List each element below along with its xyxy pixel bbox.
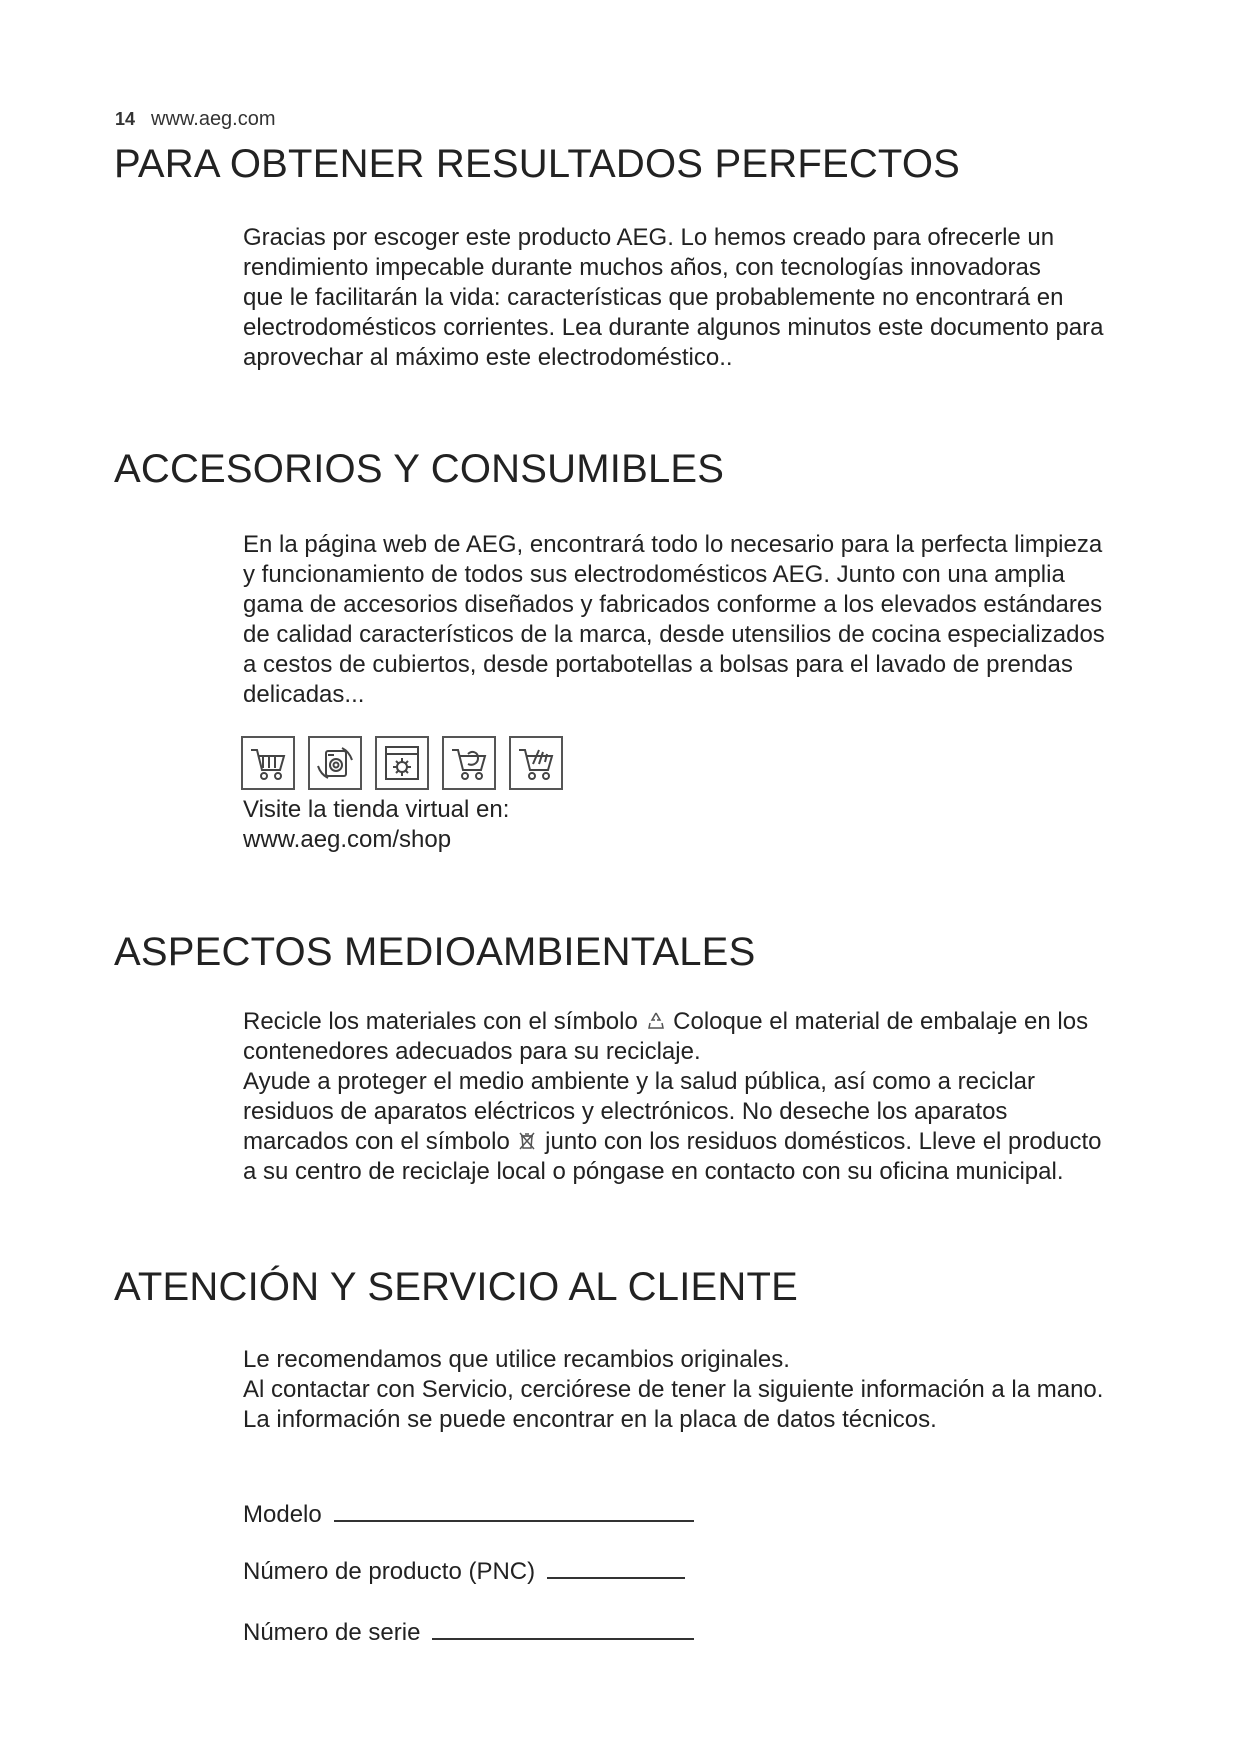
washing-machine-hands-icon xyxy=(308,736,362,790)
accessory-icons xyxy=(241,736,563,790)
text-line: Ayude a proteger el medio ambiente y la salud pública, así como a reciclar xyxy=(243,1068,1035,1095)
text-line: contenedores adecuados para su reciclaje. xyxy=(243,1038,701,1065)
text-line: a su centro de reciclaje local o póngase en contacto con su oficina municipal. xyxy=(243,1158,1064,1185)
text-fragment: Recicle los materiales con el símbolo xyxy=(243,1008,638,1035)
text-line: Le recomendamos que utilice recambios originales. xyxy=(243,1346,790,1373)
serial-field xyxy=(243,1614,694,1647)
crossed-bin-icon xyxy=(518,1131,536,1151)
text-line xyxy=(243,1007,1163,1037)
text-line: a cestos de cubiertos, desde portabotellas a bolsas para el lavado de prendas xyxy=(243,651,1073,678)
header-url[interactable]: www.aeg.com xyxy=(151,108,276,130)
cart-tools-icon xyxy=(509,736,563,790)
shop-info xyxy=(243,795,1163,855)
text-line: residuos de aparatos eléctricos y electrónicos. No deseche los aparatos xyxy=(243,1098,1008,1125)
text-line: de calidad característicos de la marca, desde utensilios de cocina especializados xyxy=(243,621,1105,648)
section-title-resultados: PARA OBTENER RESULTADOS PERFECTOS xyxy=(114,142,961,186)
text-fragment: Coloque el material de embalaje en los xyxy=(673,1008,1089,1035)
section-title-atencion: ATENCIÓN Y SERVICIO AL CLIENTE xyxy=(114,1265,798,1309)
text-line xyxy=(243,1127,1163,1157)
text-fragment: junto con los residuos domésticos. Lleve el producto xyxy=(545,1128,1102,1155)
serial-blank-line[interactable] xyxy=(432,1614,694,1640)
text-line: En la página web de AEG, encontrará todo lo necesario para la perfecta limpieza xyxy=(243,531,1103,558)
model-blank-line[interactable] xyxy=(334,1496,694,1522)
page-number: 14 xyxy=(115,109,136,129)
page-header xyxy=(115,108,276,131)
text-line: gama de accesorios diseñados y fabricados conforme a los elevados estándares xyxy=(243,591,1103,618)
model-label: Modelo xyxy=(243,1501,322,1528)
section-body-resultados xyxy=(243,223,1163,373)
text-line: aprovechar al máximo este electrodoméstico.. xyxy=(243,344,733,371)
shop-label: Visite la tienda virtual en: xyxy=(243,796,510,823)
recycle-icon xyxy=(647,1011,665,1031)
gear-appliance-icon xyxy=(375,736,429,790)
pnc-label: Número de producto (PNC) xyxy=(243,1558,536,1585)
section-title-medioambiente: ASPECTOS MEDIOAMBIENTALES xyxy=(114,930,756,974)
section-body-medioambiente xyxy=(243,1007,1163,1187)
text-line: electrodomésticos corrientes. Lea durante algunos minutos este documento para xyxy=(243,314,1104,341)
shop-link[interactable]: www.aeg.com/shop xyxy=(243,826,452,853)
cart-appliance-icon xyxy=(442,736,496,790)
text-line: Al contactar con Servicio, cerciórese de tener la siguiente información a la mano. xyxy=(243,1376,1104,1403)
pnc-field xyxy=(243,1553,685,1586)
section-body-atencion xyxy=(243,1345,1163,1435)
pnc-blank-line[interactable] xyxy=(547,1553,685,1579)
serial-label: Número de serie xyxy=(243,1619,421,1646)
text-line: La información se puede encontrar en la placa de datos técnicos. xyxy=(243,1406,937,1433)
text-line: que le facilitarán la vida: características que probablemente no encontrará en xyxy=(243,284,1064,311)
text-line: delicadas... xyxy=(243,681,365,708)
text-line: y funcionamiento de todos sus electrodomésticos AEG. Junto con una amplia xyxy=(243,561,1065,588)
model-field xyxy=(243,1496,694,1529)
text-line: rendimiento impecable durante muchos años, con tecnologías innovadoras xyxy=(243,254,1041,281)
section-body-accesorios xyxy=(243,530,1163,710)
text-fragment: marcados con el símbolo xyxy=(243,1128,510,1155)
shopping-cart-icon xyxy=(241,736,295,790)
section-title-accesorios: ACCESORIOS Y CONSUMIBLES xyxy=(114,447,725,491)
text-line: Gracias por escoger este producto AEG. Lo hemos creado para ofrecerle un xyxy=(243,224,1055,251)
